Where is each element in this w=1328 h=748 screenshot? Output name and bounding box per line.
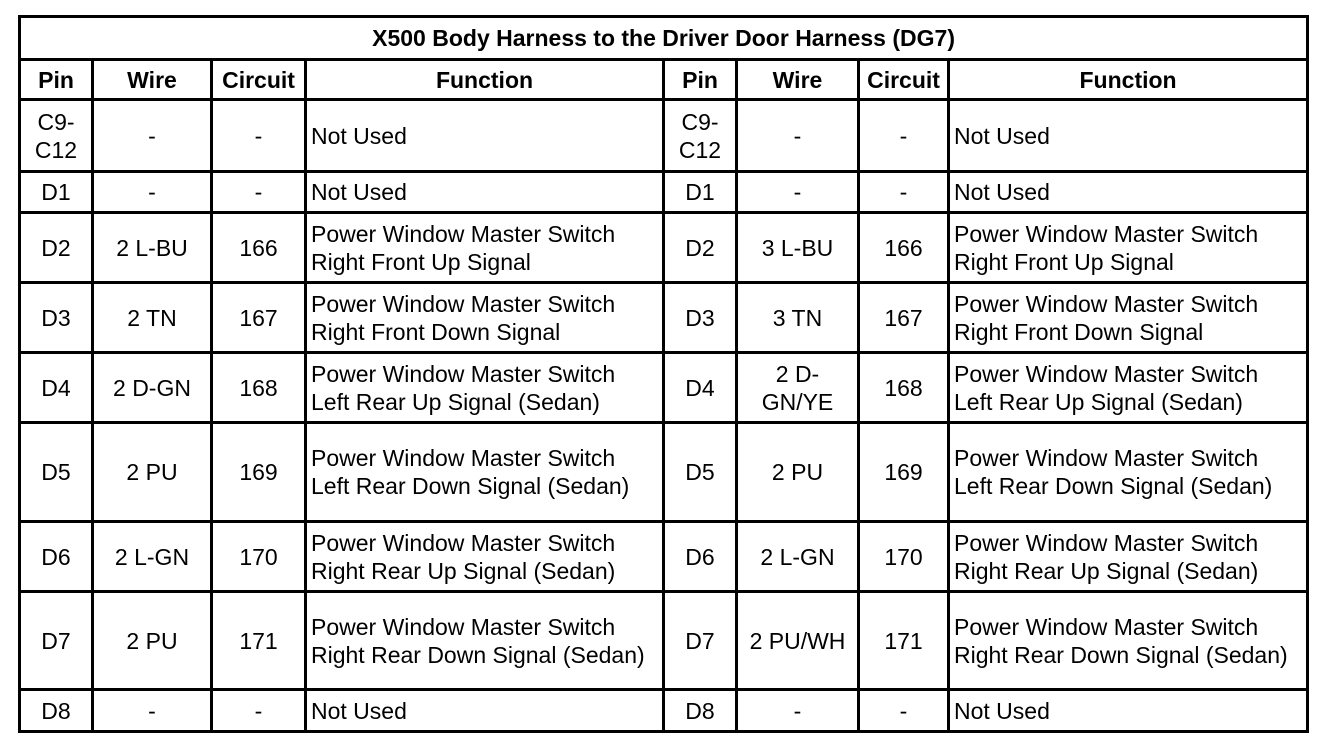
table-row bbox=[20, 353, 1308, 423]
wire-right-cell: 2 PU/WH bbox=[737, 592, 859, 690]
circuit-left-cell: 169 bbox=[212, 423, 306, 522]
wire-left-cell: 2 PU bbox=[93, 592, 212, 690]
wire-left-cell: - bbox=[93, 100, 212, 172]
wire-right-cell: - bbox=[737, 100, 859, 172]
function-left-cell: Power Window Master Switch Right Rear Up Signal (Sedan) bbox=[306, 522, 664, 592]
wire-right-cell: 3 TN bbox=[737, 283, 859, 353]
circuit-right-cell: - bbox=[859, 690, 949, 732]
circuit-right-cell: 168 bbox=[859, 353, 949, 423]
header-circuit-right: Circuit bbox=[859, 60, 949, 100]
header-function-left: Function bbox=[306, 60, 664, 100]
title-row bbox=[20, 17, 1308, 60]
circuit-left-cell: - bbox=[212, 690, 306, 732]
pin-left-cell: D6 bbox=[20, 522, 93, 592]
table-row bbox=[20, 690, 1308, 732]
table-row bbox=[20, 423, 1308, 522]
circuit-right-cell: 166 bbox=[859, 213, 949, 283]
wire-left-cell: 2 TN bbox=[93, 283, 212, 353]
pin-left-cell: D7 bbox=[20, 592, 93, 690]
wire-right-cell: - bbox=[737, 690, 859, 732]
pin-left-cell: D2 bbox=[20, 213, 93, 283]
circuit-right-cell: - bbox=[859, 172, 949, 213]
circuit-right-cell: - bbox=[859, 100, 949, 172]
wire-right-cell: 2 PU bbox=[737, 423, 859, 522]
circuit-left-cell: 167 bbox=[212, 283, 306, 353]
function-right-cell: Power Window Master Switch Right Front Down Signal bbox=[949, 283, 1308, 353]
header-row bbox=[20, 60, 1308, 100]
pin-left-cell: D4 bbox=[20, 353, 93, 423]
table-title: X500 Body Harness to the Driver Door Harness (DG7) bbox=[20, 17, 1308, 60]
wire-right-cell: 3 L-BU bbox=[737, 213, 859, 283]
pin-left-cell: D3 bbox=[20, 283, 93, 353]
circuit-left-cell: 171 bbox=[212, 592, 306, 690]
wire-left-cell: - bbox=[93, 690, 212, 732]
header-circuit-left: Circuit bbox=[212, 60, 306, 100]
wire-left-cell: 2 PU bbox=[93, 423, 212, 522]
pin-right-cell: D2 bbox=[664, 213, 737, 283]
function-left-cell: Power Window Master Switch Right Front Up Signal bbox=[306, 213, 664, 283]
header-wire-right: Wire bbox=[737, 60, 859, 100]
function-right-cell: Power Window Master Switch Right Front Up Signal bbox=[949, 213, 1308, 283]
header-wire-left: Wire bbox=[93, 60, 212, 100]
table-row bbox=[20, 100, 1308, 172]
pin-right-cell: C9-C12 bbox=[664, 100, 737, 172]
pin-left-cell: D5 bbox=[20, 423, 93, 522]
table-row bbox=[20, 283, 1308, 353]
function-right-cell: Power Window Master Switch Left Rear Up Signal (Sedan) bbox=[949, 353, 1308, 423]
wire-left-cell: 2 L-GN bbox=[93, 522, 212, 592]
table-row bbox=[20, 522, 1308, 592]
wire-left-cell: - bbox=[93, 172, 212, 213]
function-right-cell: Power Window Master Switch Right Rear Down Signal (Sedan) bbox=[949, 592, 1308, 690]
wire-right-cell: 2 D-GN/YE bbox=[737, 353, 859, 423]
wire-left-cell: 2 L-BU bbox=[93, 213, 212, 283]
circuit-left-cell: - bbox=[212, 100, 306, 172]
pin-right-cell: D8 bbox=[664, 690, 737, 732]
table-row bbox=[20, 172, 1308, 213]
circuit-right-cell: 170 bbox=[859, 522, 949, 592]
header-pin-left: Pin bbox=[20, 60, 93, 100]
connector-table bbox=[18, 15, 1309, 733]
circuit-right-cell: 167 bbox=[859, 283, 949, 353]
pin-left-cell: D8 bbox=[20, 690, 93, 732]
header-pin-right: Pin bbox=[664, 60, 737, 100]
function-left-cell: Not Used bbox=[306, 172, 664, 213]
pin-left-cell: D1 bbox=[20, 172, 93, 213]
pin-right-cell: D6 bbox=[664, 522, 737, 592]
function-right-cell: Not Used bbox=[949, 100, 1308, 172]
table-row bbox=[20, 592, 1308, 690]
pin-right-cell: D7 bbox=[664, 592, 737, 690]
function-right-cell: Not Used bbox=[949, 690, 1308, 732]
pin-right-cell: D3 bbox=[664, 283, 737, 353]
circuit-right-cell: 171 bbox=[859, 592, 949, 690]
function-right-cell: Power Window Master Switch Right Rear Up Signal (Sedan) bbox=[949, 522, 1308, 592]
circuit-left-cell: - bbox=[212, 172, 306, 213]
function-right-cell: Power Window Master Switch Left Rear Down Signal (Sedan) bbox=[949, 423, 1308, 522]
wire-left-cell: 2 D-GN bbox=[93, 353, 212, 423]
circuit-left-cell: 166 bbox=[212, 213, 306, 283]
circuit-right-cell: 169 bbox=[859, 423, 949, 522]
circuit-left-cell: 170 bbox=[212, 522, 306, 592]
function-left-cell: Not Used bbox=[306, 690, 664, 732]
function-left-cell: Power Window Master Switch Left Rear Up Signal (Sedan) bbox=[306, 353, 664, 423]
pin-left-cell: C9-C12 bbox=[20, 100, 93, 172]
function-left-cell: Power Window Master Switch Right Rear Down Signal (Sedan) bbox=[306, 592, 664, 690]
pin-right-cell: D5 bbox=[664, 423, 737, 522]
header-function-right: Function bbox=[949, 60, 1308, 100]
function-left-cell: Power Window Master Switch Left Rear Down Signal (Sedan) bbox=[306, 423, 664, 522]
table-row bbox=[20, 213, 1308, 283]
pin-right-cell: D4 bbox=[664, 353, 737, 423]
function-left-cell: Power Window Master Switch Right Front Down Signal bbox=[306, 283, 664, 353]
pin-right-cell: D1 bbox=[664, 172, 737, 213]
wire-right-cell: - bbox=[737, 172, 859, 213]
circuit-left-cell: 168 bbox=[212, 353, 306, 423]
function-right-cell: Not Used bbox=[949, 172, 1308, 213]
wire-right-cell: 2 L-GN bbox=[737, 522, 859, 592]
function-left-cell: Not Used bbox=[306, 100, 664, 172]
